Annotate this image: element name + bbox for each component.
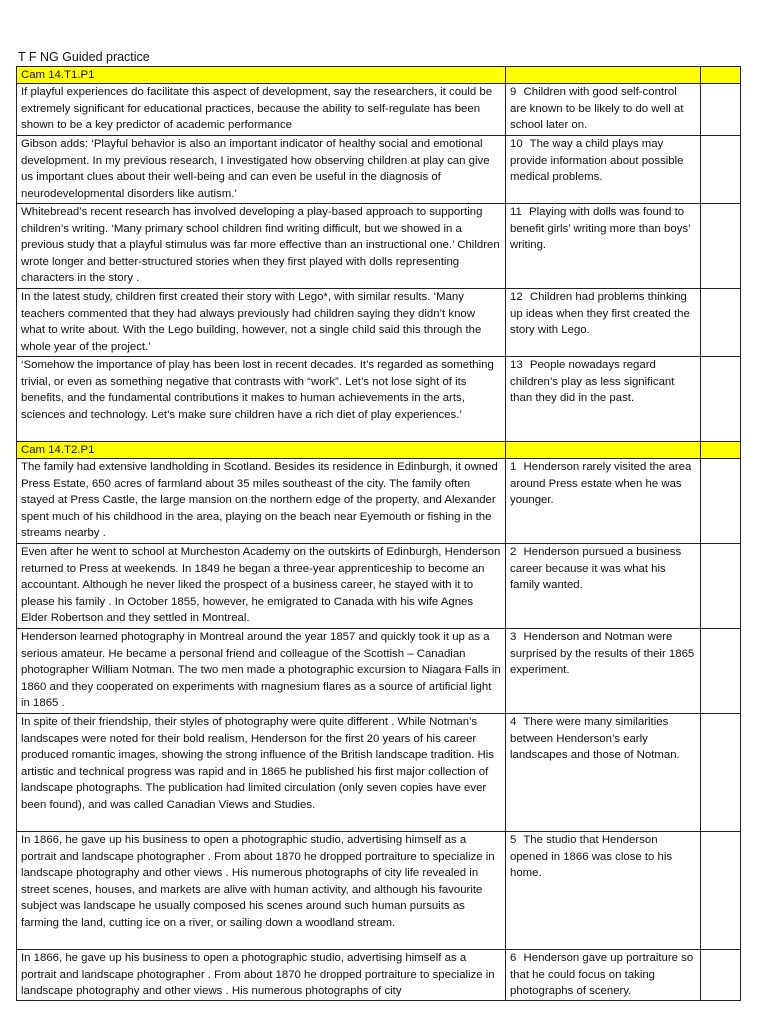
- table-row: [17, 136, 741, 204]
- answer-cell[interactable]: [701, 544, 741, 629]
- statement-cell: [506, 832, 701, 950]
- statement-text: Playing with dolls was found to benefit girls’ writing more than boys’ writing.: [510, 206, 691, 252]
- question-number: 9: [510, 86, 517, 98]
- question-number: 3: [510, 631, 517, 643]
- question-number: 10: [510, 138, 523, 150]
- statement-text: The way a child plays may provide information about possible medical problems.: [510, 138, 684, 184]
- section-blank-cell: [701, 442, 741, 459]
- statement-cell: [506, 950, 701, 1001]
- statement-text: Henderson rarely visited the area around Press estate when he was younger.: [510, 461, 692, 507]
- table-row: [17, 950, 741, 1001]
- passage-cell: Henderson learned photography in Montreal around the year 1857 and quickly took it up as a serious amateur. He became a personal friend and colleague of the Scottish – Canadian photographer William Notman. The two men made a photographic excursion to Niagara Falls in 1860 and they cooperated on experiments with magnesium flares as a source of artificial light in 1865 .: [17, 629, 506, 714]
- question-number: 13: [510, 359, 523, 371]
- statement-text: The studio that Henderson opened in 1866 was close to his home.: [510, 834, 673, 880]
- question-number: 5: [510, 834, 517, 846]
- section-blank-cell: [506, 442, 701, 459]
- question-number: 11: [510, 206, 522, 218]
- answer-cell[interactable]: [701, 950, 741, 1001]
- statement-cell: [506, 629, 701, 714]
- answer-cell[interactable]: [701, 459, 741, 544]
- answer-cell[interactable]: [701, 629, 741, 714]
- passage-cell: In the latest study, children first created their story with Lego*, with similar results. ‘Many teachers commented that they had always previously had children saying they didn’t know what to write about. With the Lego building, however, not a single child said this through the whole year of the project.’: [17, 289, 506, 357]
- statement-text: Children had problems thinking up ideas when they first created the story with Lego.: [510, 291, 690, 337]
- passage-cell: Whitebread’s recent research has involved developing a play-based approach to supporting children’s writing. ‘Many primary school children find writing difficult, but we showed in a previous study that a playful stimulus was far more effective than an instructional one.’ Children wrote longer and better-structured stories when they first played with dolls representing characters in the story .: [17, 204, 506, 289]
- table-row: [17, 84, 741, 136]
- answer-cell[interactable]: [701, 136, 741, 204]
- statement-cell: [506, 459, 701, 544]
- statement-text: Children with good self-control are known to be likely to do well at school later on.: [510, 86, 684, 132]
- table-row: [17, 459, 741, 544]
- answer-cell[interactable]: [701, 357, 741, 442]
- passage-cell: Gibson adds: ‘Playful behavior is also an important indicator of healthy social and emotional development. In my previous research, I investigated how observing children at play can give us important clues about their well-being and can even be useful in the diagnosis of neurodevelopmental disorders like autism.’: [17, 136, 506, 204]
- section-label: Cam 14.T2.P1: [17, 442, 506, 459]
- statement-text: Henderson gave up portraiture so that he could focus on taking photographs of scenery.: [510, 952, 694, 998]
- question-number: 2: [510, 546, 517, 558]
- answer-cell[interactable]: [701, 84, 741, 136]
- statement-cell: [506, 136, 701, 204]
- section-blank-cell: [701, 67, 741, 84]
- answer-cell[interactable]: [701, 204, 741, 289]
- passage-cell: If playful experiences do facilitate this aspect of development, say the researchers, it could be extremely significant for educational practices, because the ability to self-regulate has been shown to be a key predictor of academic performance: [17, 84, 506, 136]
- tfng-practice-table: [16, 66, 741, 1001]
- passage-cell: In spite of their friendship, their styles of photography were quite different . While Notman’s landscapes were noted for their bold realism, Henderson for the first 20 years of his career produced romantic images, showing the strong influence of the British landscape tradition. His artistic and technical progress was rapid and in 1865 he published his first major collection of landscape photographs. The publication had limited circulation (only seven copies have ever been found), and was called Canadian Views and Studies.: [17, 714, 506, 832]
- question-number: 4: [510, 716, 517, 728]
- section-label: Cam 14.T1.P1: [17, 67, 506, 84]
- table-row: [17, 289, 741, 357]
- section-blank-cell: [506, 67, 701, 84]
- statement-text: People nowadays regard children’s play as less significant than they did in the past.: [510, 359, 675, 405]
- passage-cell: Even after he went to school at Murcheston Academy on the outskirts of Edinburgh, Henderson returned to Press at weekends. In 1849 he began a three-year apprenticeship to become an accountant. Although he never liked the prospect of a business career, he stayed with it to please his family . In October 1855, however, he emigrated to Canada with his wife Agnes Elder Robertson and they settled in Montreal.: [17, 544, 506, 629]
- answer-cell[interactable]: [701, 832, 741, 950]
- passage-cell: ‘Somehow the importance of play has been lost in recent decades. It’s regarded as something trivial, or even as something negative that contrasts with “work”. Let’s not lose sight of its benefits, and the fundamental contributions it makes to human achievements in the arts, sciences and technology. Let’s make sure children have a rich diet of play experiences.’: [17, 357, 506, 442]
- answer-cell[interactable]: [701, 714, 741, 832]
- answer-cell[interactable]: [701, 289, 741, 357]
- statement-text: There were many similarities between Henderson’s early landscapes and those of Notman.: [510, 716, 680, 762]
- statement-cell: [506, 357, 701, 442]
- passage-cell: In 1866, he gave up his business to open a photographic studio, advertising himself as a portrait and landscape photographer . From about 1870 he dropped portraiture to specialize in landscape photography and other views . His numerous photographs of city: [17, 950, 506, 1001]
- table-row: [17, 357, 741, 442]
- question-number: 12: [510, 291, 523, 303]
- statement-cell: [506, 289, 701, 357]
- statement-cell: [506, 544, 701, 629]
- table-row: [17, 714, 741, 832]
- question-number: 6: [510, 952, 517, 964]
- statement-text: Henderson and Notman were surprised by the results of their 1865 experiment.: [510, 631, 695, 677]
- passage-cell: In 1866, he gave up his business to open a photographic studio, advertising himself as a portrait and landscape photographer . From about 1870 he dropped portraiture to specialize in landscape photography and other views . His numerous photographs of city life revealed in street scenes, houses, and markets are alive with human activity, and although his favourite subject was landscape he usually composed his scenes around such human pursuits as farming the land, cutting ice on a river, or sailing down a woodland stream.: [17, 832, 506, 950]
- statement-cell: [506, 204, 701, 289]
- section-header-row: [17, 67, 741, 84]
- statement-text: Henderson pursued a business career because it was what his family wanted.: [510, 546, 682, 592]
- table-row: [17, 544, 741, 629]
- section-header-row: [17, 442, 741, 459]
- statement-cell: [506, 714, 701, 832]
- table-row: [17, 204, 741, 289]
- table-row: [17, 832, 741, 950]
- table-row: [17, 629, 741, 714]
- passage-cell: The family had extensive landholding in Scotland. Besides its residence in Edinburgh, it owned Press Estate, 650 acres of farmland about 35 miles southeast of the city. The family often stayed at Press Castle, the large mansion on the northern edge of the property, and Alexander spent much of his childhood in the area, playing on the beach near Eyemouth or fishing in the streams nearby .: [17, 459, 506, 544]
- document-title: T F NG Guided practice: [18, 50, 150, 64]
- question-number: 1: [510, 461, 517, 473]
- statement-cell: [506, 84, 701, 136]
